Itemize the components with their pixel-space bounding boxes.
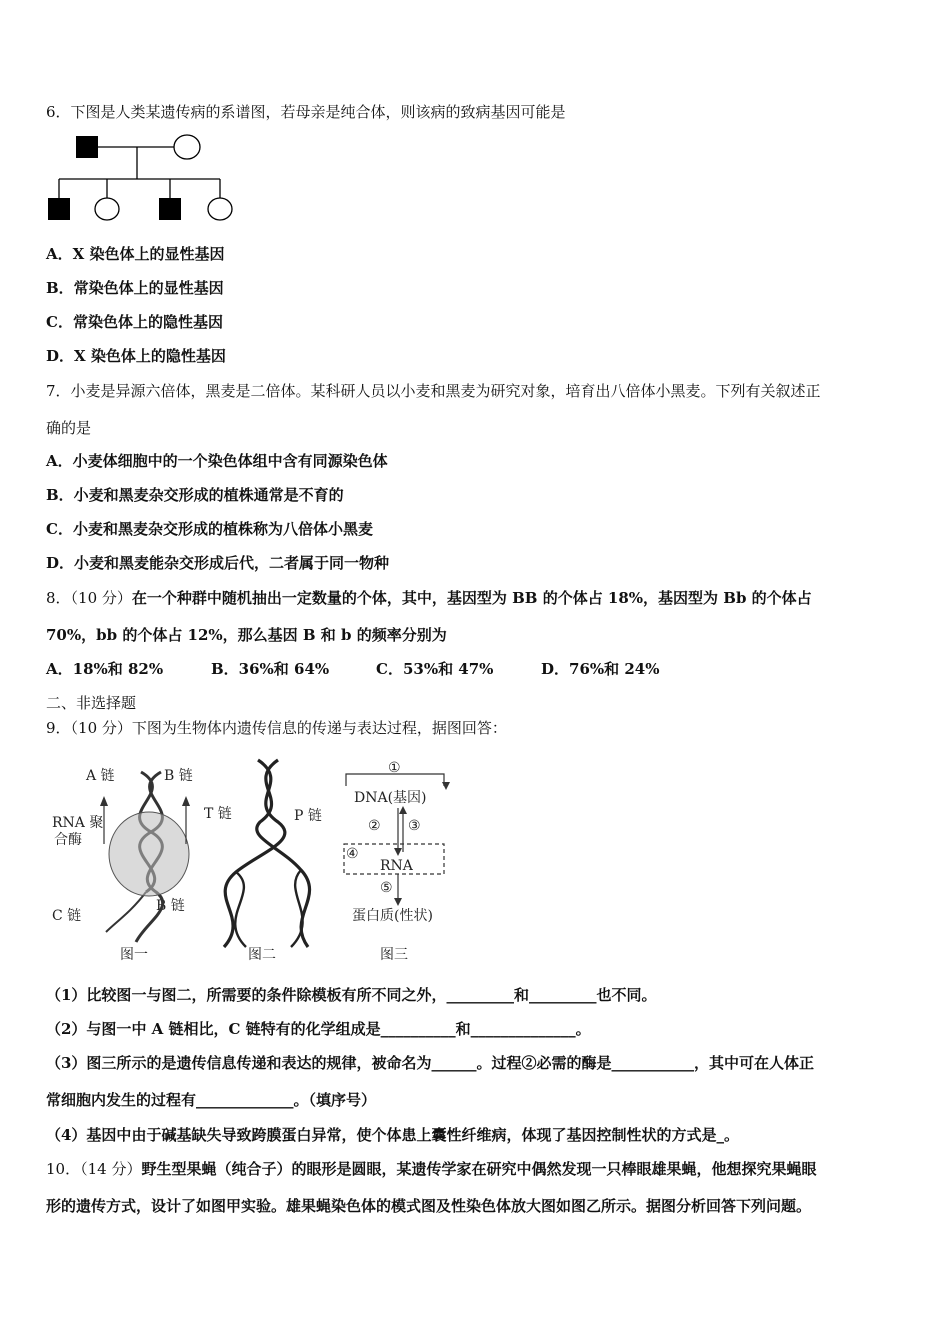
q8-stem-text1: 在一个种群中随机抽出一定数量的个体，其中，基因型为 BB 的个体占 18%，基因型为 Bb 的个体占	[131, 589, 812, 607]
label-protein: 蛋白质(性状)	[352, 908, 433, 924]
label-circle5: ⑤	[380, 880, 393, 896]
q7-stem-text1: 小麦是异源六倍体，黑麦是二倍体。某科研人员以小麦和黑麦为研究对象，培育出八倍体小黑麦。下列有关叙述正	[70, 382, 821, 400]
q7-option-d: D．小麦和黑麦能杂交形成后代，二者属于同一物种	[46, 554, 390, 572]
label-p-chain: P 链	[294, 808, 322, 824]
q8-option-c: C．53%和 47%	[376, 660, 494, 678]
label-circle1: ①	[388, 760, 401, 776]
q6-option-a: A．X 染色体上的显性基因	[46, 245, 225, 263]
label-c-chain: C 链	[52, 908, 82, 924]
q8-option-d: D．76%和 24%	[541, 660, 660, 678]
q7-option-c: C．小麦和黑麦杂交形成的植株称为八倍体小黑麦	[46, 520, 373, 538]
q6-stem	[46, 101, 566, 123]
fig2-replication-helix	[224, 760, 310, 947]
label-dna: DNA(基因)	[354, 790, 427, 806]
q10-number: 10．	[46, 1160, 81, 1178]
label-circle4: ④	[346, 846, 359, 862]
q8-option-a: A．18%和 82%	[46, 660, 164, 678]
q8-option-b: B．36%和 64%	[211, 660, 330, 678]
daughter1-normal-circle	[95, 198, 119, 220]
q9-sub4: （4）基因中由于碱基缺失导致跨膜蛋白异常，使个体患上囊性纤维病，体现了基因控制性状的方式是_。	[46, 1126, 739, 1144]
q8-stem-line2: 70%，bb 的个体占 12%，那么基因 B 和 b 的频率分别为	[46, 626, 447, 644]
label-a-chain: A 链	[86, 768, 115, 784]
q9-sub3-line1: （3）图三所示的是遗传信息传递和表达的规律，被命名为______。过程②必需的酶是___________，其中可在人体正	[46, 1054, 814, 1072]
q6-stem-text: 下图是人类某遗传病的系谱图，若母亲是纯合体，则该病的致病基因可能是	[70, 103, 566, 121]
son2-affected-square	[159, 198, 181, 220]
pedigree-chart	[44, 132, 244, 224]
label-fig1: 图一	[120, 947, 148, 963]
daughter2-normal-circle	[208, 198, 232, 220]
mother-normal-circle	[174, 135, 200, 159]
gene-expression-figure	[46, 752, 466, 970]
q7-option-a: A．小麦体细胞中的一个染色体组中含有同源染色体	[46, 452, 388, 470]
q7-stem-line2: 确的是	[46, 419, 92, 437]
q7-stem-line1	[46, 380, 821, 402]
q6-number: 6．	[46, 103, 71, 121]
label-rna-pol-1: RNA 聚	[52, 815, 104, 831]
label-b-chain-top: B 链	[164, 768, 193, 784]
q9-sub2: （2）与图一中 A 链相比，C 链特有的化学组成是__________和______________。	[46, 1020, 591, 1038]
rna-polymerase-blob	[109, 812, 189, 896]
label-fig2: 图二	[248, 947, 276, 963]
q9-score: （10 分）	[70, 719, 132, 737]
q9-number: 9．	[46, 719, 71, 737]
q10-score: （14 分）	[80, 1160, 142, 1178]
q10-stem-line1	[46, 1158, 816, 1180]
label-rna: RNA	[380, 858, 413, 874]
q7-number: 7．	[46, 382, 71, 400]
q9-sub3-line2: 常细胞内发生的过程有_____________。（填序号）	[46, 1091, 377, 1109]
label-fig3: 图三	[380, 947, 408, 963]
q6-option-d: D．X 染色体上的隐性基因	[46, 347, 226, 365]
q9-stem	[46, 717, 507, 739]
son1-affected-square	[48, 198, 70, 220]
father-affected-square	[76, 136, 98, 158]
q10-stem-line2: 形的遗传方式，设计了如图甲实验。雄果蝇染色体的模式图及性染色体放大图如图乙所示。据图分析回答下列问题。	[46, 1197, 812, 1215]
label-circle3: ③	[408, 818, 421, 834]
q8-score: （10 分）	[70, 589, 132, 607]
label-b-chain-bottom: B 链	[156, 898, 185, 914]
q9-sub1: （1）比较图一与图二，所需要的条件除模板有所不同之外，_________和_________也不同。	[46, 986, 657, 1004]
label-circle2: ②	[368, 818, 381, 834]
q6-option-c: C．常染色体上的隐性基因	[46, 313, 223, 331]
section-title: 二、非选择题	[46, 694, 137, 712]
label-t-chain: T 链	[204, 806, 232, 822]
q7-option-b: B．小麦和黑麦杂交形成的植株通常是不育的	[46, 486, 344, 504]
q10-stem-text1: 野生型果蝇（纯合子）的眼形是圆眼，某遗传学家在研究中偶然发现一只棒眼雄果蝇，他想探究果蝇眼	[141, 1160, 817, 1178]
q6-option-b: B．常染色体上的显性基因	[46, 279, 224, 297]
label-rna-pol-2: 合酶	[54, 832, 82, 848]
q9-stem-text: 下图为生物体内遗传信息的传递与表达过程，据图回答：	[131, 719, 507, 737]
q8-number: 8．	[46, 589, 71, 607]
q8-stem-line1	[46, 587, 812, 609]
